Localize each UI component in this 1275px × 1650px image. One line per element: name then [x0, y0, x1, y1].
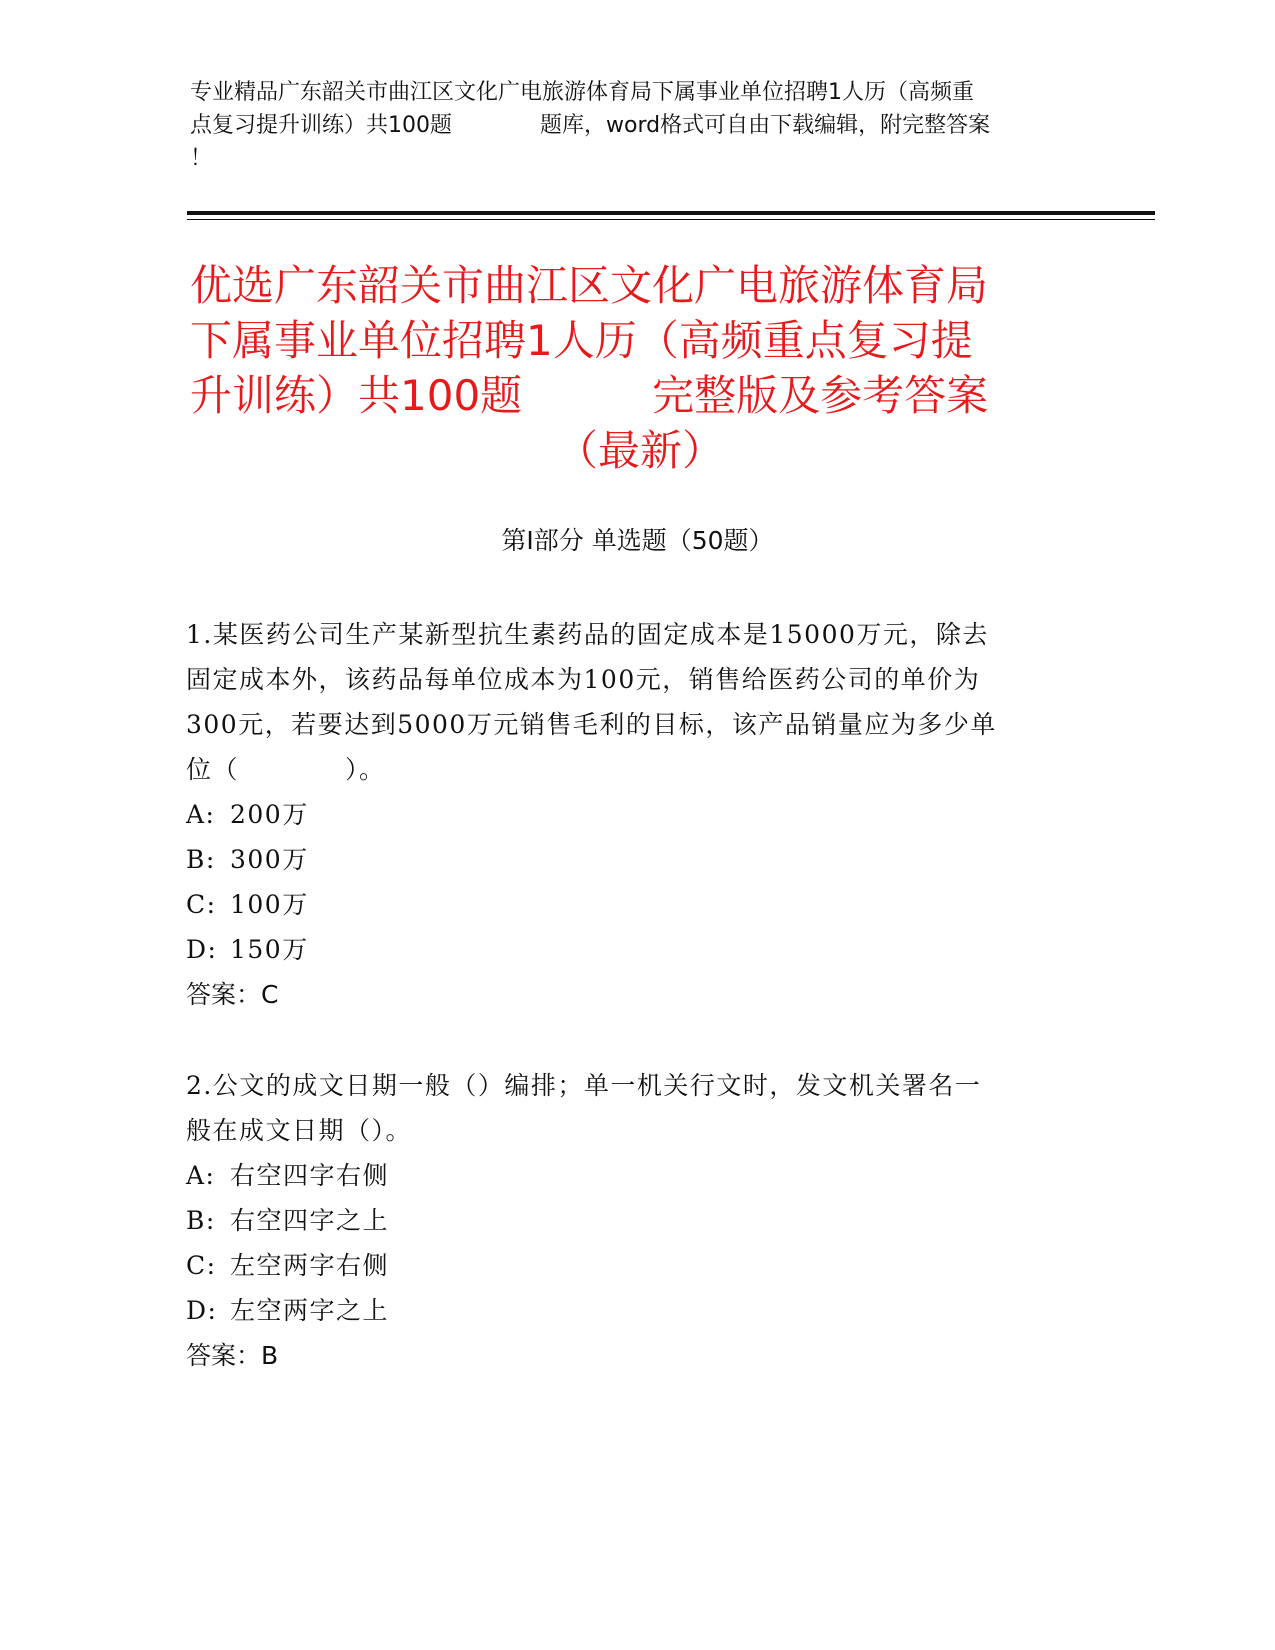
option-text: 右空四字右侧	[230, 1161, 390, 1190]
option-key: C:	[186, 1251, 217, 1280]
option-b	[186, 837, 1066, 882]
title-line-3	[190, 368, 1090, 423]
title-line-3-left: 升训练）共100题	[190, 371, 523, 420]
option-c	[186, 882, 1066, 927]
option-d	[186, 927, 1066, 972]
title-line-3-right: 完整版及参考答案	[652, 371, 989, 420]
option-key: D:	[186, 935, 218, 964]
question-stem-line: 2.公文的成文日期一般（）编排；单一机关行文时，发文机关署名一	[186, 1071, 982, 1100]
section-heading: 第Ⅰ部分 单选题（50题）	[501, 526, 774, 555]
option-text: 150万	[230, 935, 309, 964]
option-a	[186, 792, 1066, 837]
option-text: 100万	[230, 890, 309, 919]
title-line-1: 优选广东韶关市曲江区文化广电旅游体育局	[190, 261, 989, 310]
document-title	[190, 258, 1090, 478]
option-c	[186, 1243, 1066, 1288]
option-text: 右空四字之上	[230, 1206, 390, 1235]
option-d	[186, 1288, 1066, 1333]
question-stem-line: 位（ ）。	[186, 755, 386, 784]
question-stem-line: 300元，若要达到5000万元销售毛利的目标，该产品销量应为多少单	[186, 710, 997, 739]
option-a	[186, 1153, 1066, 1198]
header-note-line: 点复习提升训练）共100题 题库，word格式可自由下载编辑，附完整答案	[190, 113, 991, 138]
option-key: C:	[186, 890, 217, 919]
header-note-line: ！	[190, 146, 213, 171]
option-text: 左空两字之上	[230, 1296, 390, 1325]
question-2	[186, 1063, 1066, 1378]
option-b	[186, 1198, 1066, 1243]
question-stem-line: 1.某医药公司生产某新型抗生素药品的固定成本是15000万元，除去	[186, 620, 989, 649]
header-rule-thick	[187, 211, 1155, 215]
title-line-2: 下属事业单位招聘1人历（高频重点复习提	[190, 316, 973, 365]
header-note	[190, 76, 1090, 175]
option-key: B:	[186, 1206, 216, 1235]
option-key: A:	[186, 800, 216, 829]
answer-line: 答案：B	[186, 1341, 279, 1370]
header-rule-thin	[187, 219, 1155, 220]
title-line-4: （最新）	[555, 426, 724, 475]
question-1	[186, 612, 1066, 1017]
option-key: D:	[186, 1296, 218, 1325]
answer-line: 答案：C	[186, 980, 279, 1009]
option-text: 200万	[230, 800, 309, 829]
question-stem-line: 般在成文日期（）。	[186, 1116, 413, 1145]
option-text: 300万	[230, 845, 309, 874]
header-note-line: 专业精品广东韶关市曲江区文化广电旅游体育局下属事业单位招聘1人历（高频重	[190, 80, 974, 105]
option-key: A:	[186, 1161, 216, 1190]
option-key: B:	[186, 845, 216, 874]
option-text: 左空两字右侧	[230, 1251, 390, 1280]
question-stem-line: 固定成本外，该药品每单位成本为100元，销售给医药公司的单价为	[186, 665, 981, 694]
